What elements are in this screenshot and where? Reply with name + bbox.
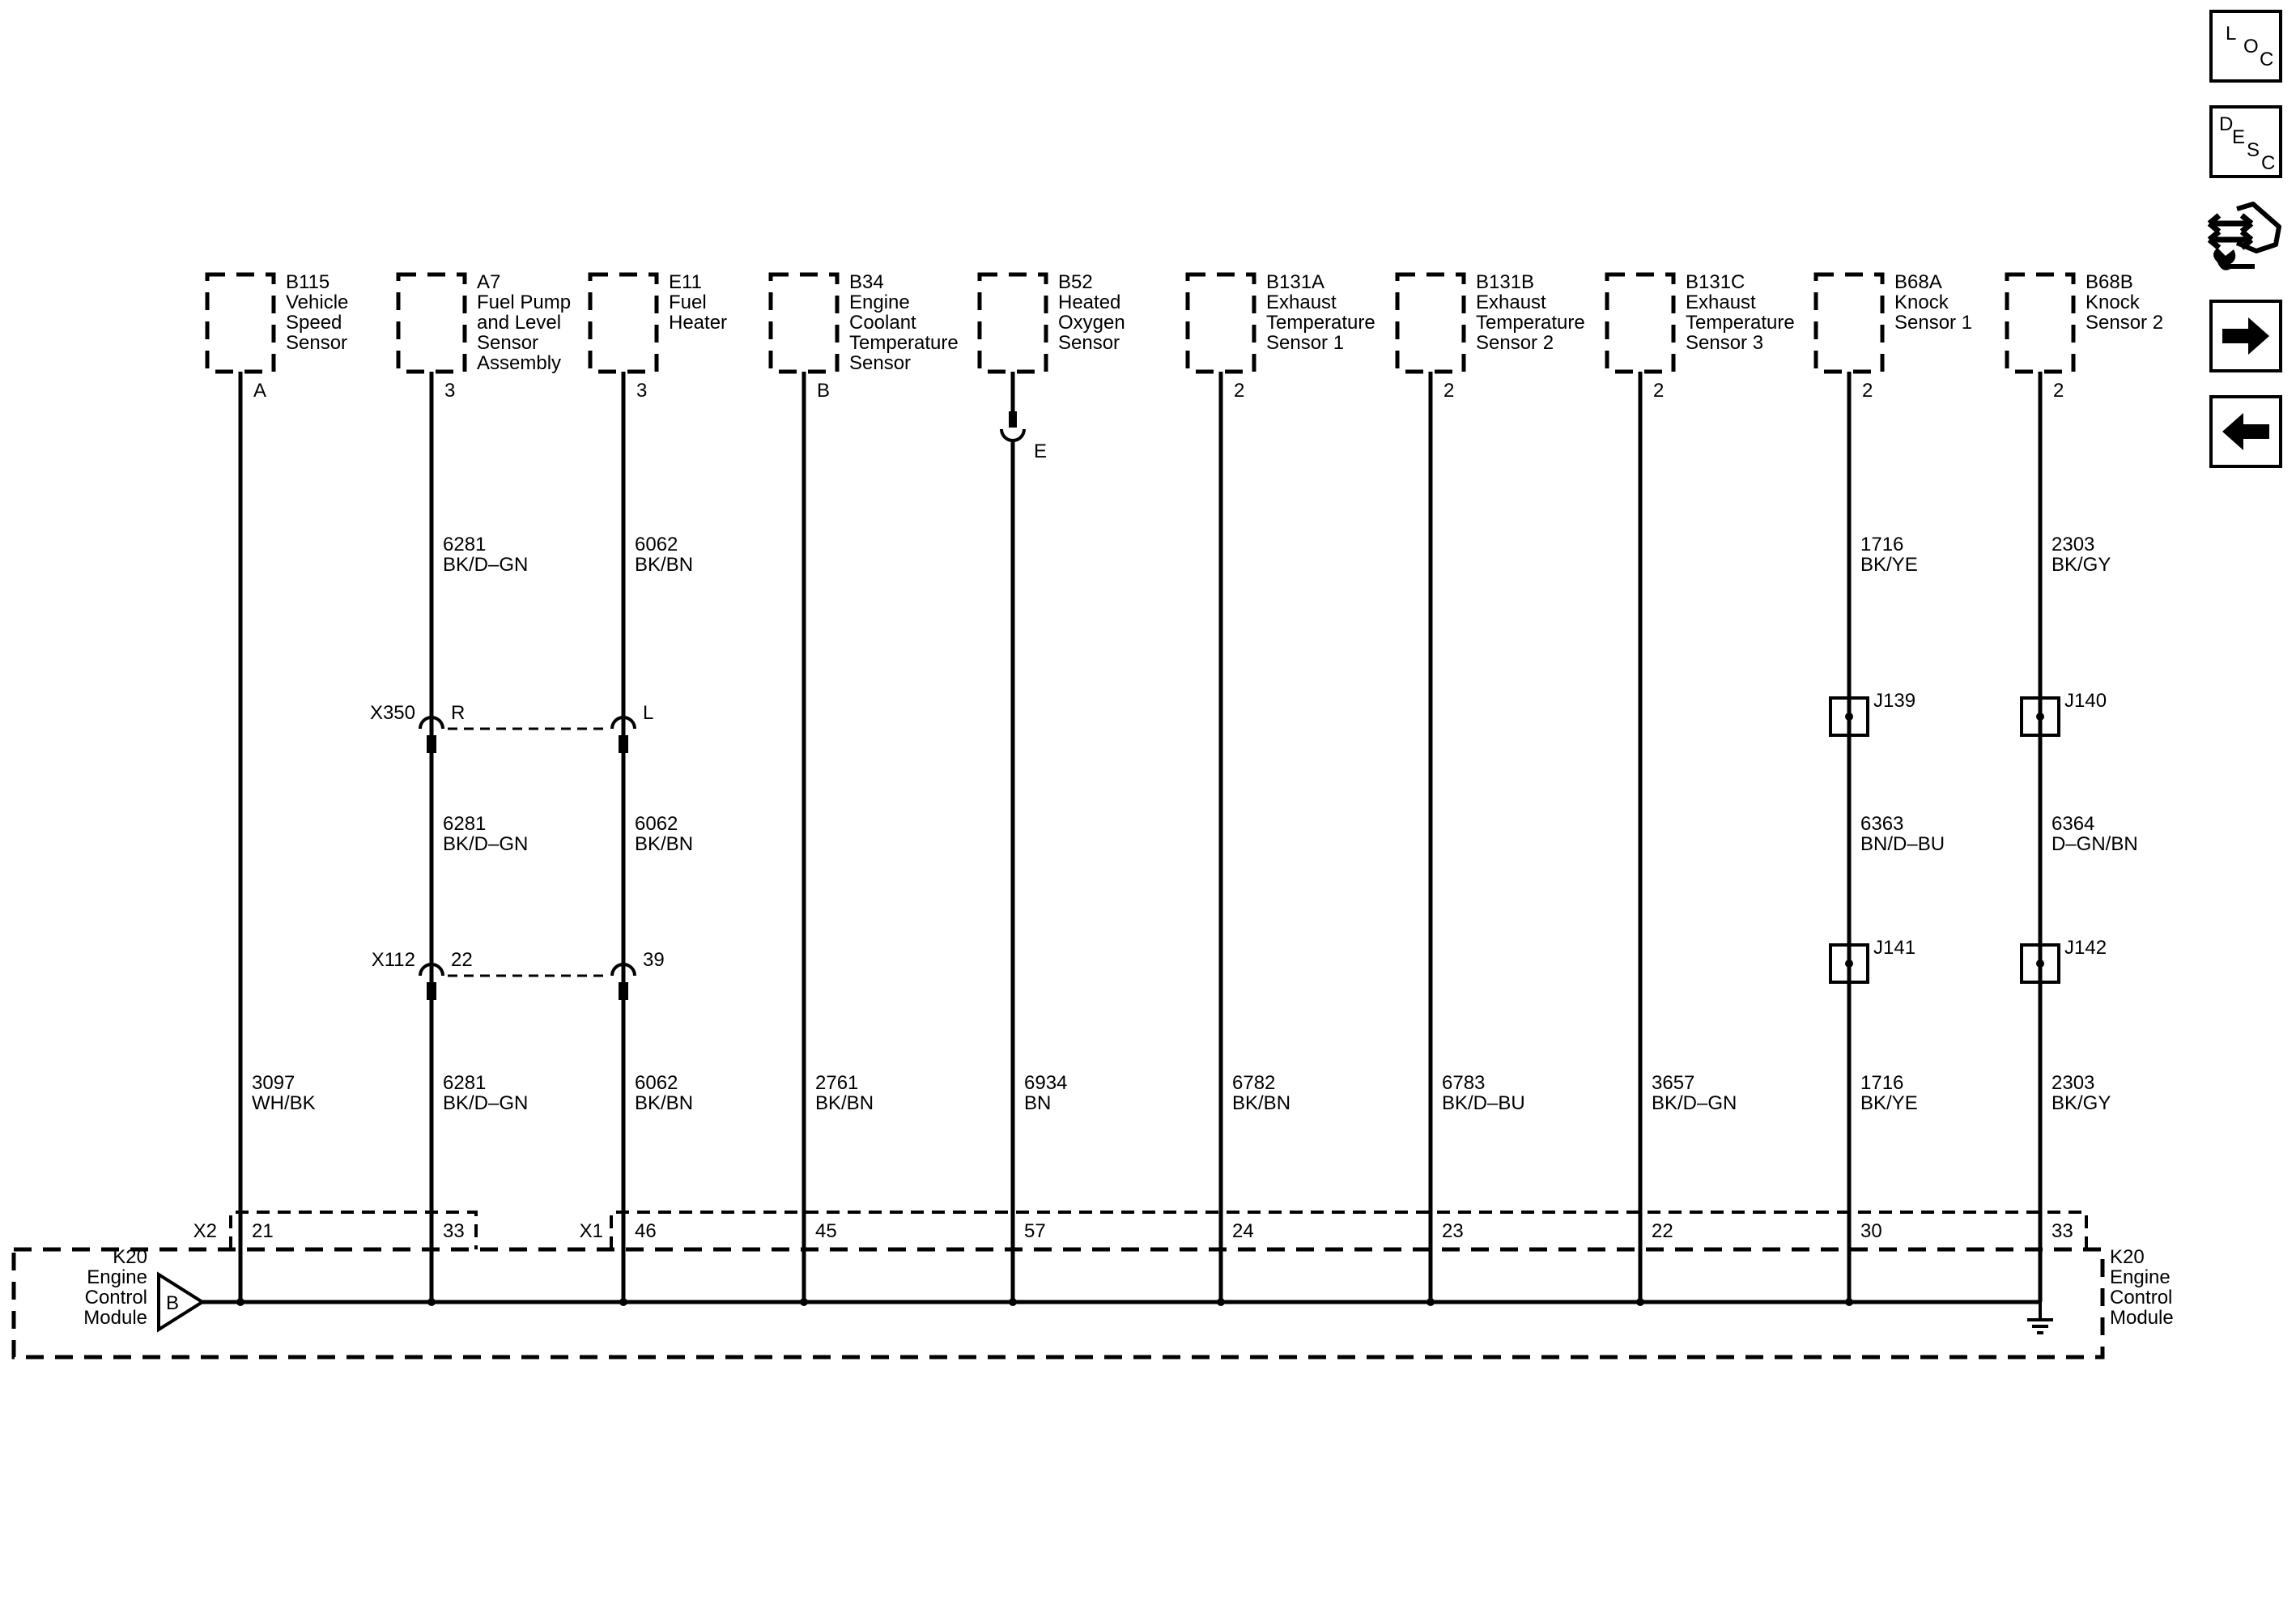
wire-color-code: BK/D–GN [443, 1092, 529, 1114]
component-label-b34: Sensor [849, 352, 912, 374]
wire-circuit-number: 6281 [443, 534, 487, 555]
splice-dot [1845, 713, 1853, 721]
pin-label-b115: A [253, 380, 267, 402]
wire-circuit-number: 3097 [252, 1072, 296, 1094]
connector-tool-button[interactable] [2206, 194, 2287, 275]
connector-pin [619, 982, 628, 1000]
connector-pin-label: 39 [643, 949, 665, 971]
wire-color-code: BK/BN [635, 833, 694, 855]
wire-circuit-number: 6363 [1860, 813, 1904, 835]
wire-color-code: BN [1024, 1092, 1052, 1114]
wire-circuit-number: 6062 [635, 534, 678, 555]
connector-tool-icon [2206, 194, 2287, 275]
arrow-left-icon [2213, 398, 2279, 465]
connector-pin-label: R [451, 702, 466, 724]
component-label-b131b: Exhaust [1476, 291, 1546, 313]
wire-circuit-number: 6782 [1232, 1072, 1276, 1094]
component-label-b68a: Knock [1894, 291, 1949, 313]
pin-label-b131c: 2 [1653, 380, 1665, 402]
wire-circuit-number: 2303 [2052, 534, 2095, 555]
wire-color-code: BK/BN [635, 554, 694, 576]
wire-circuit-number: 3657 [1652, 1072, 1695, 1094]
wire-circuit-number: 6783 [1442, 1072, 1486, 1094]
component-label-b52: Oxygen [1058, 312, 1125, 334]
module-triangle-label: B [166, 1292, 180, 1314]
wire-circuit-number: 6364 [2052, 813, 2095, 835]
component-label-b34: Engine [849, 291, 910, 313]
pin-label-b52: E [1034, 440, 1048, 462]
wire-color-code: BN/D–BU [1860, 833, 1945, 855]
ecm-pin-number: 24 [1232, 1220, 1254, 1242]
desc-letter-d: D [2219, 113, 2234, 135]
ecm-pin-number: 46 [635, 1220, 657, 1242]
wire-color-code: BK/D–GN [1652, 1092, 1737, 1114]
component-label-b131a: Exhaust [1266, 291, 1337, 313]
wire-circuit-number: 1716 [1860, 534, 1904, 555]
desc-letter-e: E [2232, 126, 2246, 148]
previous-page-button[interactable] [2209, 395, 2282, 468]
component-label-b68b: Knock [2086, 291, 2140, 313]
pin-label-a7: 3 [444, 380, 456, 402]
component-label-a7: Assembly [477, 352, 562, 374]
component-label-b131c: Sensor 3 [1686, 332, 1764, 354]
component-box-b131c [1607, 274, 1673, 372]
component-label-b115: Speed [286, 312, 342, 334]
inline-connector-label: X350 [369, 702, 415, 724]
arrow-right-icon [2213, 303, 2279, 369]
ecm-pin-number: 30 [1860, 1220, 1882, 1242]
component-label-b131c: Temperature [1686, 312, 1795, 334]
connector-pin-label: 22 [451, 949, 473, 971]
connectors-layer [370, 690, 2107, 1000]
component-box-b131a [1188, 274, 1254, 372]
module-label-left: Module [83, 1307, 147, 1329]
splice-label-j140: J140 [2064, 690, 2107, 712]
wire-color-code: D–GN/BN [2052, 833, 2138, 855]
wires-layer [236, 372, 2138, 1306]
component-label-b131a: B131A [1266, 271, 1325, 293]
pin-label-b68b: 2 [2053, 380, 2064, 402]
component-label-b34: B34 [849, 271, 884, 293]
splice-label-j141: J141 [1873, 937, 1916, 959]
splice-dot [1845, 960, 1853, 968]
component-label-b52: Heated [1058, 291, 1121, 313]
connector-pin [427, 982, 436, 1000]
wire-color-code: BK/BN [815, 1092, 874, 1114]
loc-letter-o: O [2243, 36, 2259, 57]
wire-circuit-number: 6934 [1024, 1072, 1068, 1094]
ecm-pin-number: 57 [1024, 1220, 1046, 1242]
component-label-b52: Sensor [1058, 332, 1120, 354]
component-box-b115 [207, 274, 274, 372]
connector-pin [619, 735, 628, 753]
component-label-b34: Temperature [849, 332, 959, 354]
terminal-pin [1009, 411, 1017, 428]
wire-color-code: BK/D–GN [443, 554, 529, 576]
wire-color-code: BK/D–BU [1442, 1092, 1525, 1114]
ecm-connector-label-x2: X2 [193, 1220, 217, 1242]
loc-letter-c: C [2260, 49, 2274, 70]
pin-label-b34: B [817, 380, 831, 402]
component-label-e11: E11 [669, 271, 702, 293]
wire-color-code: BK/BN [1232, 1092, 1291, 1114]
splice-dot [2036, 960, 2044, 968]
wire-circuit-number: 6281 [443, 813, 487, 835]
wire-circuit-number: 6281 [443, 1072, 487, 1094]
component-label-a7: and Level [477, 312, 562, 334]
component-label-e11: Fuel [669, 291, 707, 313]
wire-circuit-number: 6062 [635, 813, 678, 835]
ecm-pin-number: 33 [443, 1220, 465, 1242]
component-label-b131b: Sensor 2 [1476, 332, 1554, 354]
loc-letter-l: L [2226, 23, 2237, 45]
terminal-socket [1001, 429, 1024, 440]
location-button[interactable] [2209, 10, 2282, 83]
connector-pin [427, 735, 436, 753]
ecm-pin-number: 45 [815, 1220, 837, 1242]
pin-label-b68a: 2 [1862, 380, 1873, 402]
component-label-b68b: B68B [2086, 271, 2133, 293]
desc-letter-s: S [2247, 139, 2260, 161]
wire-color-code: BK/GY [2052, 554, 2111, 576]
wire-color-code: BK/GY [2052, 1092, 2111, 1114]
component-label-b34: Coolant [849, 312, 916, 334]
wire-color-code: BK/D–GN [443, 833, 529, 855]
module-label-left: Control [84, 1287, 147, 1308]
ecm-pin-number: 33 [2052, 1220, 2073, 1242]
desc-letter-c: C [2261, 152, 2276, 174]
component-box-b52 [980, 274, 1046, 372]
component-label-e11: Heater [669, 312, 728, 334]
next-page-button[interactable] [2209, 300, 2282, 372]
component-label-b68b: Sensor 2 [2086, 312, 2164, 334]
ecm-connector-label-x1: X1 [579, 1220, 603, 1242]
module-label-left: K20 [113, 1246, 147, 1268]
description-button[interactable] [2209, 105, 2282, 178]
component-label-b115: Vehicle [286, 291, 349, 313]
component-box-b131b [1397, 274, 1464, 372]
module-label-right: Control [2110, 1287, 2173, 1308]
wire-circuit-number: 2761 [815, 1072, 859, 1094]
module-label-right: K20 [2110, 1246, 2145, 1268]
inline-connector-label: X112 [371, 949, 415, 971]
module-label-right: Engine [2110, 1266, 2171, 1288]
module-label-right: Module [2110, 1307, 2174, 1329]
component-label-b131b: B131B [1476, 271, 1535, 293]
component-box-b68b [2007, 274, 2073, 372]
wire-color-code: BK/YE [1860, 1092, 1918, 1114]
components-layer [207, 271, 2163, 462]
component-label-b68a: B68A [1894, 271, 1942, 293]
ecm-pin-number: 23 [1442, 1220, 1464, 1242]
component-label-b131a: Temperature [1266, 312, 1375, 334]
component-label-b131c: B131C [1686, 271, 1745, 293]
splice-label-j139: J139 [1873, 690, 1916, 712]
component-label-b52: B52 [1058, 271, 1093, 293]
module-label-left: Engine [87, 1266, 147, 1288]
component-label-b68a: Sensor 1 [1894, 312, 1973, 334]
component-label-b115: B115 [286, 271, 330, 293]
wire-color-code: BK/BN [635, 1092, 694, 1114]
component-label-a7: Sensor [477, 332, 539, 354]
ecm-pin-number: 22 [1652, 1220, 1673, 1242]
pin-label-b131b: 2 [1444, 380, 1455, 402]
component-label-a7: Fuel Pump [477, 291, 572, 313]
pin-label-e11: 3 [636, 380, 648, 402]
wire-color-code: WH/BK [252, 1092, 316, 1114]
component-label-b131a: Sensor 1 [1266, 332, 1345, 354]
component-box-a7 [398, 274, 465, 372]
splice-dot [2036, 713, 2044, 721]
component-label-b131c: Exhaust [1686, 291, 1756, 313]
splice-label-j142: J142 [2064, 937, 2107, 959]
wire-color-code: BK/YE [1860, 554, 1918, 576]
component-label-b131b: Temperature [1476, 312, 1585, 334]
component-box-b68a [1816, 274, 1882, 372]
wire-circuit-number: 2303 [2052, 1072, 2095, 1094]
wire-circuit-number: 6062 [635, 1072, 678, 1094]
wire-circuit-number: 1716 [1860, 1072, 1904, 1094]
component-label-b115: Sensor [286, 332, 348, 354]
component-box-b34 [771, 274, 837, 372]
component-box-e11 [590, 274, 657, 372]
connector-pin-label: L [643, 702, 654, 724]
ecm-pin-number: 21 [252, 1220, 274, 1242]
pin-label-b131a: 2 [1234, 380, 1245, 402]
component-label-a7: A7 [477, 271, 501, 293]
